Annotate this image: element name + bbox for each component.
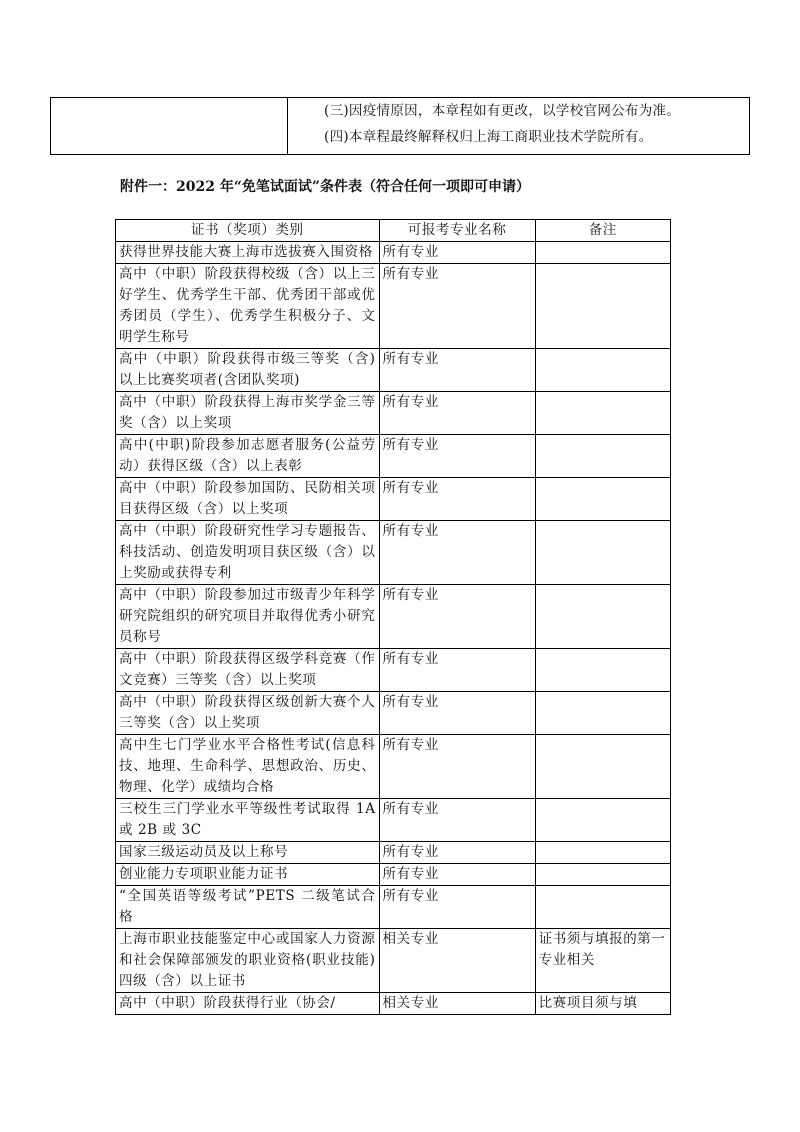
cell-note [535, 886, 670, 929]
cell-note [535, 242, 670, 264]
appendix-caption: 附件一：2022 年“免笔试面试”条件表（符合任何一项即可申请） [120, 179, 530, 195]
table-row [116, 692, 671, 735]
table-row [116, 993, 671, 1015]
cell-note [535, 435, 670, 478]
cell-category: 高中（中职）阶段参加过市级青少年科学研究院组织的研究项目并取得优秀小研究员称号 [116, 585, 380, 649]
header-category: 证书（奖项）类别 [116, 220, 380, 242]
cell-major: 所有专业 [379, 264, 535, 349]
cell-note [535, 264, 670, 349]
cell-note [535, 478, 670, 521]
cell-major: 所有专业 [379, 842, 535, 864]
top-table-text-cell [288, 98, 750, 155]
cell-note: 证书须与填报的第一专业相关 [535, 929, 670, 993]
table-row [116, 264, 671, 349]
conditions-table [115, 219, 671, 1015]
cell-note [535, 692, 670, 735]
cell-major: 所有专业 [379, 649, 535, 692]
top-table-empty-cell [51, 98, 288, 155]
table-row [116, 478, 671, 521]
cell-major: 所有专业 [379, 242, 535, 264]
table-row [116, 886, 671, 929]
table-row [116, 242, 671, 264]
cell-note [535, 735, 670, 799]
table-row [116, 649, 671, 692]
cell-category: 高中（中职）阶段获得区级学科竞赛（作文竞赛）三等奖（含）以上奖项 [116, 649, 380, 692]
cell-major: 所有专业 [379, 585, 535, 649]
cell-category: 高中生七门学业水平合格性考试(信息科技、地理、生命科学、思想政治、历史、物理、化学）成绩均合格 [116, 735, 380, 799]
table-row [116, 842, 671, 864]
table-row [116, 929, 671, 993]
cell-major: 所有专业 [379, 864, 535, 886]
table-row [116, 864, 671, 886]
cell-note [535, 842, 670, 864]
cell-major: 相关专业 [379, 993, 535, 1015]
table-row [116, 735, 671, 799]
cell-major: 所有专业 [379, 886, 535, 929]
cell-category: 高中（中职）阶段参加国防、民防相关项目获得区级（含）以上奖项 [116, 478, 380, 521]
cell-note [535, 864, 670, 886]
cell-category: 高中（中职）阶段研究性学习专题报告、科技活动、创造发明项目获区级（含）以上奖励或获得专利 [116, 521, 380, 585]
cell-category: 高中（中职）阶段获得区级创新大赛个人三等奖（含）以上奖项 [116, 692, 380, 735]
table-row [116, 799, 671, 842]
table-row [116, 585, 671, 649]
cell-note [535, 649, 670, 692]
cell-major: 所有专业 [379, 349, 535, 392]
cell-note [535, 392, 670, 435]
cell-major: 所有专业 [379, 692, 535, 735]
cell-note [535, 799, 670, 842]
table-row [116, 349, 671, 392]
cell-category: 获得世界技能大赛上海市选拔赛入围资格 [116, 242, 380, 264]
cell-note [535, 521, 670, 585]
cell-category: 高中（中职）阶段获得市级三等奖（含)以上比赛奖项者(含团队奖项) [116, 349, 380, 392]
cell-category: 高中（中职）阶段获得上海市奖学金三等奖（含）以上奖项 [116, 392, 380, 435]
table-row [116, 521, 671, 585]
cell-category: “全国英语等级考试”PETS 二级笔试合格 [116, 886, 380, 929]
notice-line-3: (三)因疫情原因，本章程如有更改，以学校官网公布为准。 [324, 103, 681, 119]
cell-major: 所有专业 [379, 435, 535, 478]
cell-major: 所有专业 [379, 478, 535, 521]
cell-category: 国家三级运动员及以上称号 [116, 842, 380, 864]
cell-category: 高中（中职）阶段获得行业（协会/ [116, 993, 380, 1015]
cell-major: 所有专业 [379, 799, 535, 842]
cell-category: 上海市职业技能鉴定中心或国家人力资源和社会保障部颁发的职业资格(职业技能)四级（含）以上证书 [116, 929, 380, 993]
cell-category: 高中（中职）阶段获得校级（含）以上三好学生、优秀学生干部、优秀团干部或优秀团员（学生）、优秀学生积极分子、文明学生称号 [116, 264, 380, 349]
table-row [116, 392, 671, 435]
cell-major: 所有专业 [379, 521, 535, 585]
cell-major: 相关专业 [379, 929, 535, 993]
cell-note [535, 585, 670, 649]
table-row [116, 435, 671, 478]
cell-major: 所有专业 [379, 735, 535, 799]
cell-note [535, 349, 670, 392]
top-table-fragment [50, 97, 750, 155]
notice-line-4: (四)本章程最终解释权归上海工商职业技术学院所有。 [324, 129, 653, 145]
header-major: 可报考专业名称 [379, 220, 535, 242]
table-header-row [116, 220, 671, 242]
cell-category: 三校生三门学业水平等级性考试取得 1A 或 2B 或 3C [116, 799, 380, 842]
header-note: 备注 [535, 220, 670, 242]
cell-major: 所有专业 [379, 392, 535, 435]
cell-note: 比赛项目须与填 [535, 993, 670, 1015]
cell-category: 高中(中职)阶段参加志愿者服务(公益劳动）获得区级（含）以上表彰 [116, 435, 380, 478]
cell-category: 创业能力专项职业能力证书 [116, 864, 380, 886]
